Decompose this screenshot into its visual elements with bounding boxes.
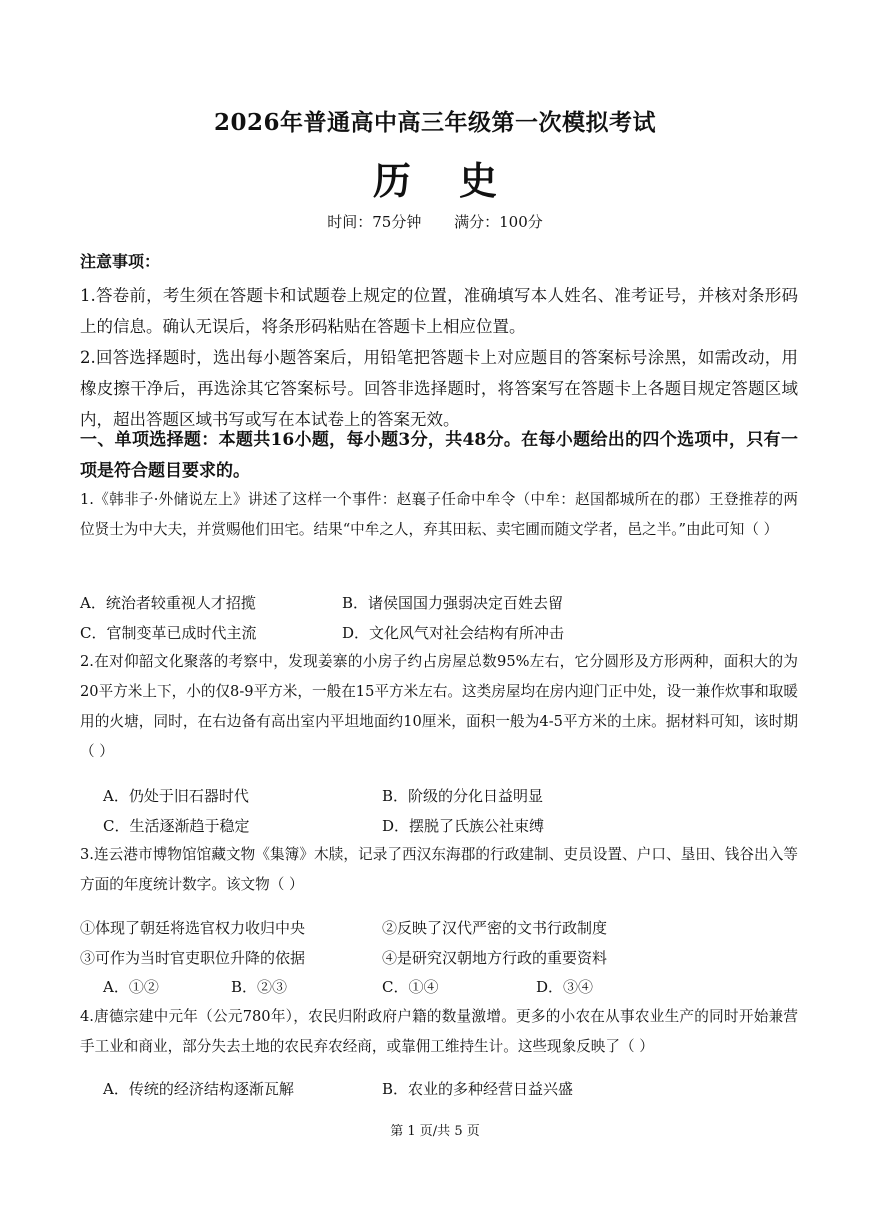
question-4-option-a: A．传统的经济结构逐渐瓦解 [103, 1080, 294, 1098]
exam-score: 满分：100分 [454, 213, 543, 231]
question-4-stem: 4.唐德宗建中元年（公元780年），农民归附政府户籍的数量激增。更多的小农在从事农业生产的同时开始兼营手工业和商业，部分失去土地的农民弃农经商，或靠佣工维持生计。这些现象反映了（ ） [80, 1008, 798, 1055]
question-2-option-a: A．仍处于旧石器时代 [103, 787, 249, 805]
exam-time: 时间：75分钟 [327, 213, 422, 231]
question-2-option-b: B．阶级的分化日益明显 [382, 787, 544, 805]
question-3-statement-3: ③可作为当时官吏职位升降的依据 [80, 949, 306, 967]
question-3-statement-1: ①体现了朝廷将选官权力收归中央 [80, 919, 306, 937]
notice-heading: 注意事项： [80, 252, 161, 271]
exam-title: 2026年普通高中高三年级第一次模拟考试 [213, 109, 656, 136]
subject-title: 历史 [372, 158, 545, 203]
question-3-option-d: D．③④ [536, 978, 594, 996]
question-3-option-a: A．①② [103, 978, 159, 996]
question-2-option-d: D．摆脱了氏族公社束缚 [382, 817, 545, 835]
question-4-option-b: B．农业的多种经营日益兴盛 [382, 1080, 574, 1098]
question-3-option-b: B．②③ [231, 978, 288, 996]
question-3-stem: 3.连云港市博物馆馆藏文物《集簿》木牍，记录了西汉东海郡的行政建制、吏员设置、户口、垦田、钱谷出入等方面的年度统计数字。该文物（ ） [80, 846, 798, 893]
notice-item-1: 1.答卷前，考生须在答题卡和试题卷上规定的位置，准确填写本人姓名、准考证号，并核对条形码上的信息。确认无误后，将条形码粘贴在答题卡上相应位置。 [80, 286, 798, 336]
notice-item-2: 2.回答选择题时，选出每小题答案后，用铅笔把答题卡上对应题目的答案标号涂黑，如需改动，用橡皮擦干净后，再选涂其它答案标号。回答非选择题时，将答案写在答题卡上各题目规定答题区域内，超出答题区域书写或写在本试卷上的答案无效。 [80, 348, 798, 429]
question-1-option-c: C．官制变革已成时代主流 [80, 624, 257, 642]
question-1-stem: 1.《韩非子·外储说左上》讲述了这样一个事件：赵襄子任命中牟令（中牟：赵国都城所在的郡）王登推荐的两位贤士为中大夫，并赏赐他们田宅。结果“中牟之人，弃其田耘、卖宅圃而随文学者，邑之半。”由此可知（ ） [80, 491, 798, 538]
page-number: 第 1 页/共 5 页 [390, 1124, 480, 1139]
question-3-statement-4: ④是研究汉朝地方行政的重要资料 [382, 949, 608, 967]
question-3-option-c: C．①④ [382, 978, 439, 996]
section-title: 一、单项选择题：本题共16小题，每小题3分，共48分。在每小题给出的四个选项中，只有一项是符合题目要求的。 [80, 430, 798, 481]
exam-meta [0, 211, 870, 232]
question-1-option-d: D．文化风气对社会结构有所冲击 [342, 624, 565, 642]
question-2-stem: 2.在对仰韶文化聚落的考察中，发现姜寨的小房子约占房屋总数95%左右，它分圆形及方形两种，面积大的为20平方米上下，小的仅8-9平方米，一般在15平方米左右。这类房屋均在房内迎门正中处，设一兼作炊事和取暖用的火塘，同时，在右边备有高出室内平坦地面约10厘米，面积一般为4-5平方米的土床。据材料可知，该时期（ ） [80, 653, 798, 760]
question-3-statement-2: ②反映了汉代严密的文书行政制度 [382, 919, 608, 937]
question-1-option-a: A．统治者较重视人才招揽 [80, 594, 256, 612]
question-1-option-b: B．诸侯国国力强弱决定百姓去留 [342, 594, 564, 612]
question-2-option-c: C．生活逐渐趋于稳定 [103, 817, 250, 835]
